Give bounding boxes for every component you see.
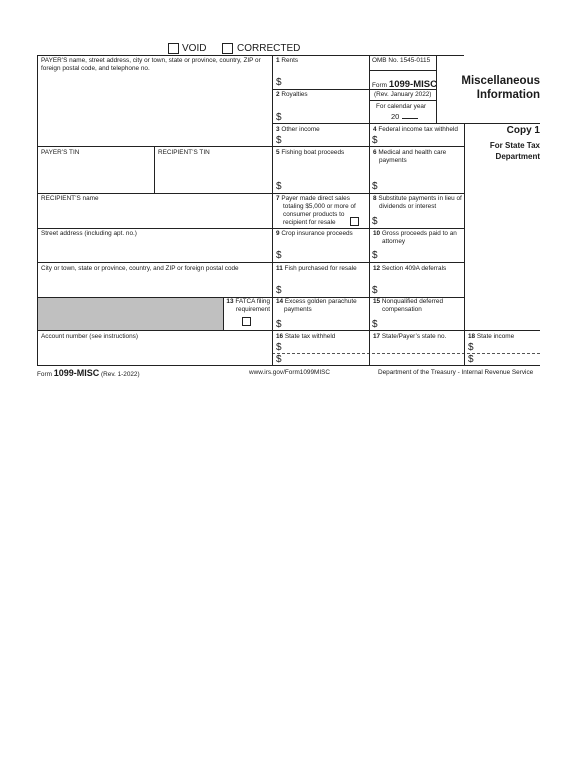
- form-title-line1: Miscellaneous: [461, 75, 540, 87]
- calendar-year: 20: [391, 112, 418, 121]
- box15-dollar: $: [372, 319, 378, 330]
- rule: [272, 55, 273, 365]
- corrected-label: CORRECTED: [237, 43, 301, 54]
- box18-dollar-2: $: [468, 354, 474, 365]
- box12-label: 12 Section 409A deferrals: [373, 265, 447, 272]
- box6-dollar: $: [372, 181, 378, 192]
- box2-dollar: $: [276, 112, 282, 123]
- box7-checkbox[interactable]: [350, 217, 359, 226]
- payer-tin-label: PAYER’S TIN: [41, 149, 80, 156]
- box9-dollar: $: [276, 250, 282, 261]
- form-top-border: [37, 55, 464, 56]
- box6-label: 6 Medical and health care payments: [373, 149, 447, 164]
- copy-line2: Department: [495, 152, 540, 161]
- rule: [37, 55, 38, 365]
- copy-name: Copy 1: [506, 125, 540, 136]
- rule: [369, 100, 436, 101]
- copy-designation: [466, 124, 540, 162]
- box4-label: 4 Federal income tax withheld: [373, 126, 458, 133]
- payer-name-label: PAYER’S name, street address, city or town, state or province, country, ZIP or foreign postal code, and telephone no.: [41, 57, 261, 72]
- form-bottom-border: [37, 365, 540, 366]
- box11-label: 11 Fish purchased for resale: [276, 265, 357, 272]
- box13-label: [224, 298, 270, 314]
- box18-label: 18 State income: [468, 333, 515, 340]
- box16-label: 16 State tax withheld: [276, 333, 336, 340]
- box10-dollar: $: [372, 250, 378, 261]
- shaded-area: [37, 297, 223, 330]
- box1-label: 1 Rents: [276, 57, 299, 64]
- rule: [37, 262, 464, 263]
- corrected-checkbox[interactable]: [222, 43, 233, 54]
- rule: [37, 228, 464, 229]
- box5-label: 5 Fishing boat proceeds: [276, 149, 345, 156]
- footer-url: www.irs.gov/Form1099MISC: [249, 369, 330, 376]
- street-address-label: Street address (including apt. no.): [41, 230, 137, 237]
- footer-form-id: Form 1099-MISC (Rev. 1-2022): [37, 368, 140, 378]
- form-name: Form 1099-MISC: [372, 79, 437, 90]
- box12-dollar: $: [372, 285, 378, 296]
- calendar-year-label: For calendar year: [376, 103, 427, 110]
- dashed-rule: [272, 353, 540, 354]
- box5-dollar: $: [276, 181, 282, 192]
- box11-dollar: $: [276, 285, 282, 296]
- city-label: City or town, state or province, country, and ZIP or foreign postal code: [41, 265, 239, 272]
- box7-label: 7 Payer made direct sales totaling $5,000 or more of consumer products to recipient for resale: [276, 195, 356, 226]
- rule: [154, 146, 155, 193]
- rule: [272, 89, 369, 90]
- box18-dollar-1: $: [468, 342, 474, 353]
- box17-label: 17 State/Payer’s state no.: [373, 333, 447, 340]
- box15-label: 15 Nonqualified deferred compensation: [373, 298, 443, 313]
- form-revision: (Rev. January 2022): [374, 91, 432, 98]
- box4-dollar: $: [372, 135, 378, 146]
- rule: [369, 70, 436, 71]
- box3-dollar: $: [276, 135, 282, 146]
- form-title: [440, 74, 540, 102]
- rule: [37, 193, 464, 194]
- void-checkbox[interactable]: [168, 43, 179, 54]
- footer-department: Department of the Treasury - Internal Revenue Service: [378, 369, 534, 376]
- rule: [369, 55, 370, 365]
- void-label: VOID: [182, 43, 207, 54]
- box8-dollar: $: [372, 216, 378, 227]
- rule: [37, 146, 464, 147]
- recipient-tin-label: RECIPIENT’S TIN: [158, 149, 210, 156]
- box14-dollar: $: [276, 319, 282, 330]
- box14-label: 14 Excess golden parachute payments: [276, 298, 357, 313]
- fatca-checkbox[interactable]: [242, 317, 251, 326]
- recipient-name-label: RECIPIENT’S name: [41, 195, 99, 202]
- box1-dollar: $: [276, 77, 282, 88]
- box9-label: 9 Crop insurance proceeds: [276, 230, 353, 237]
- box2-label: 2 Royalties: [276, 91, 308, 98]
- copy-line1: For State Tax: [489, 141, 540, 150]
- box13-num: 13: [226, 298, 234, 305]
- account-number-label: Account number (see instructions): [41, 333, 138, 340]
- box3-label: 3 Other income: [276, 126, 320, 133]
- box8-label: 8 Substitute payments in lieu of dividends or interest: [373, 195, 462, 210]
- omb-number: OMB No. 1545-0115: [372, 57, 431, 64]
- form-title-line2: Information: [476, 89, 540, 101]
- box16-dollar-1: $: [276, 342, 282, 353]
- box10-label: 10 Gross proceeds paid to an attorney: [373, 230, 457, 245]
- box13-text: FATCA filing requirement: [235, 298, 270, 313]
- box16-dollar-2: $: [276, 354, 282, 365]
